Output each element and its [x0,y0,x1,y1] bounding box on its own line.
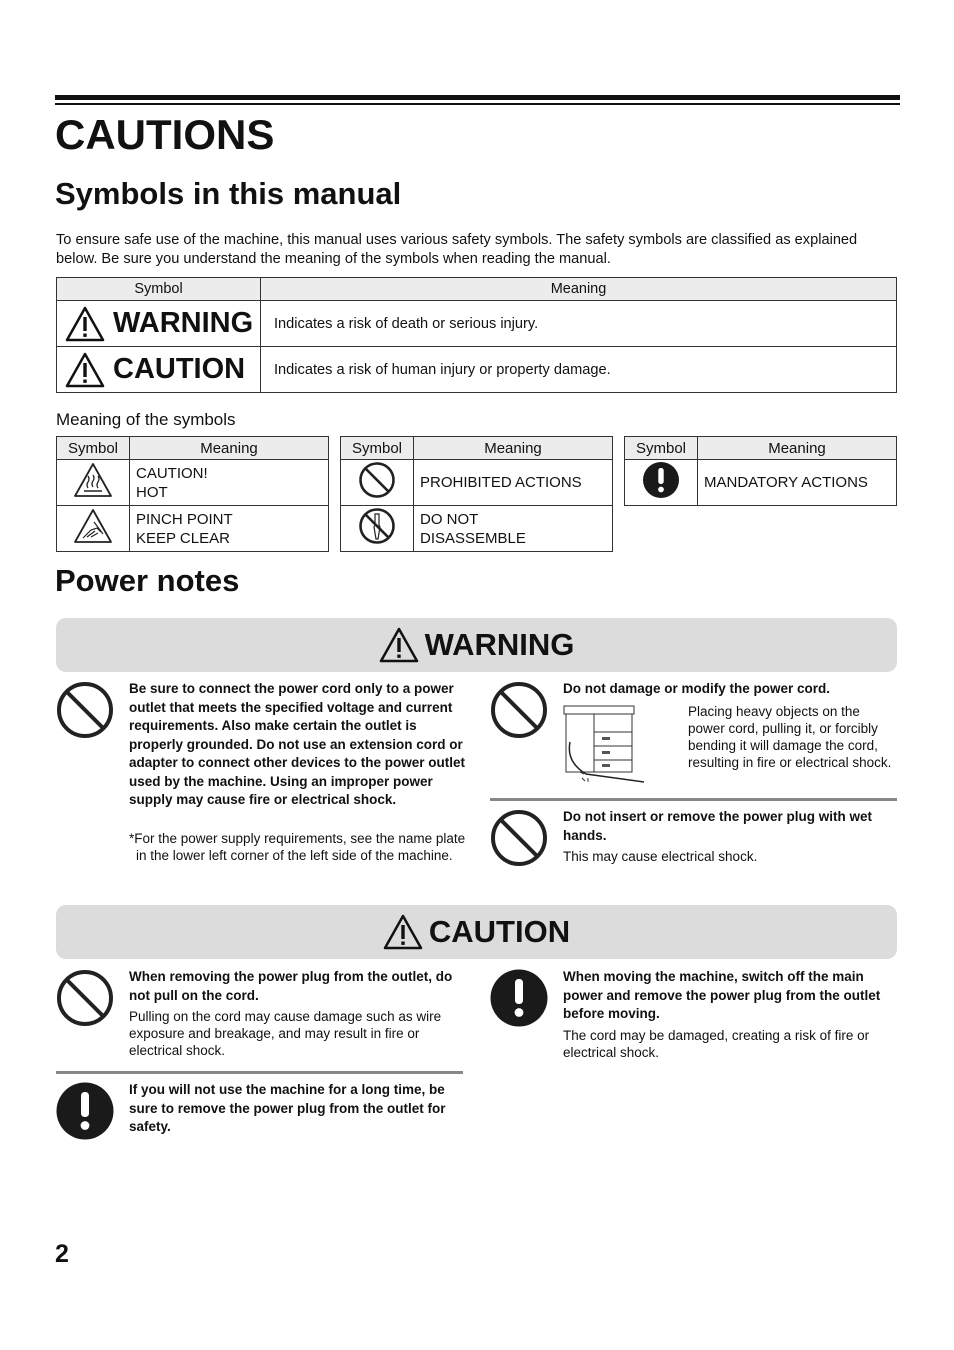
meaning-header-symbol: Symbol [625,437,698,460]
pinch-line1: PINCH POINT [136,510,233,528]
section-divider [56,1071,463,1074]
meaning-header-meaning: Meaning [414,437,613,460]
warning-power-cord-title: Do not damage or modify the power cord. [563,681,831,696]
table-row [341,460,613,506]
warning-power-supply-note: *For the power supply requirements, see the name plate in the lower left corner of the left side of the machine. [129,831,466,863]
disassemble-line2: DISASSEMBLE [420,529,526,547]
caution-meaning: Indicates a risk of human injury or property damage. [261,347,897,393]
pinch-point-icon [73,508,113,544]
meaning-subheading: Meaning of the symbols [56,410,236,429]
section-divider [490,798,897,801]
meaning-header-symbol: Symbol [57,437,130,460]
warning-label: WARNING [113,307,254,339]
do-not-disassemble-icon [358,507,396,545]
header-rule-thick [55,95,900,100]
header-rule-thin [55,103,900,105]
symbols-heading: Symbols in this manual [55,176,402,211]
caution-moving-title: When moving the machine, switch off the main power and remove the power plug from the outlet before moving. [563,969,881,1021]
meaning-header-meaning: Meaning [698,437,897,460]
prohibited-icon [56,681,114,739]
symbols-table [56,277,897,393]
mandatory-icon [490,969,548,1027]
caution-triangle-icon [383,914,423,950]
table-row [341,506,613,552]
prohibited-label: PROHIBITED ACTIONS [420,474,582,491]
meaning-table-3 [624,436,897,506]
mandatory-label: MANDATORY ACTIONS [704,474,868,491]
prohibited-icon [56,969,114,1027]
prohibited-icon [490,809,548,867]
table-row [57,347,897,393]
symbols-header-symbol: Symbol [57,278,261,301]
meaning-table-2 [340,436,613,552]
caution-label: CAUTION [113,353,246,385]
caution-long-time-text: If you will not use the machine for a long time, be sure to remove the power plug from the outlet for safety. [129,1082,446,1134]
power-notes-heading: Power notes [55,563,240,598]
mandatory-icon [642,461,680,499]
warning-power-cord-text: Placing heavy objects on the power cord, pulling it, or forcibly bending it will damage the cord, resulting in fire or electrical shock. [688,704,892,770]
caution-triangle-icon [65,352,105,388]
prohibited-icon [358,461,396,499]
warning-wet-hands-text: This may cause electrical shock. [563,849,758,864]
table-row [57,460,329,506]
hot-line1: CAUTION! [136,464,208,482]
warning-triangle-icon [379,627,419,663]
warning-banner [56,618,897,672]
machine-cord-illustration-icon [556,702,646,784]
page-number: 2 [55,1240,69,1268]
mandatory-icon [56,1082,114,1140]
warning-meaning: Indicates a risk of death or serious injury. [261,301,897,347]
caution-moving-text: The cord may be damaged, creating a risk of fire or electrical shock. [563,1028,870,1060]
caution-banner-label: CAUTION [428,914,571,949]
caution-pull-cord-text: Pulling on the cord may cause damage such as wire exposure and breakage, and may result in fire or electrical shock. [129,1009,442,1058]
warning-banner-label: WARNING [424,627,575,662]
meaning-header-symbol: Symbol [341,437,414,460]
symbols-intro: To ensure safe use of the machine, this manual uses various safety symbols. The safety symbols are classified as explained below. Be sure you understand the meaning of the symbols when reading the manual. [56,232,858,267]
symbols-header-meaning: Meaning [261,278,897,301]
hot-line2: HOT [136,483,168,501]
page-title: CAUTIONS [55,111,275,158]
hot-surface-icon [73,462,113,498]
warning-power-outlet-text: Be sure to connect the power cord only to a power outlet that meets the specified voltage and current requirements. Also make certain the outlet is properly grounded. Do not use an extension cord or adapter to connect other devices to the power outlet used by the machine. Using an improper power supply may cause fire or electrical shock. [129,681,466,807]
disassemble-line1: DO NOT [420,510,479,528]
caution-banner [56,905,897,959]
table-row [57,506,329,552]
table-row [57,301,897,347]
pinch-line2: KEEP CLEAR [136,529,230,547]
meaning-table-1 [56,436,329,552]
caution-pull-cord-title: When removing the power plug from the outlet, do not pull on the cord. [129,969,453,1003]
warning-triangle-icon [65,306,105,342]
meaning-header-meaning: Meaning [130,437,329,460]
prohibited-icon [490,681,548,739]
table-row [625,460,897,506]
warning-wet-hands-title: Do not insert or remove the power plug with wet hands. [563,809,873,843]
